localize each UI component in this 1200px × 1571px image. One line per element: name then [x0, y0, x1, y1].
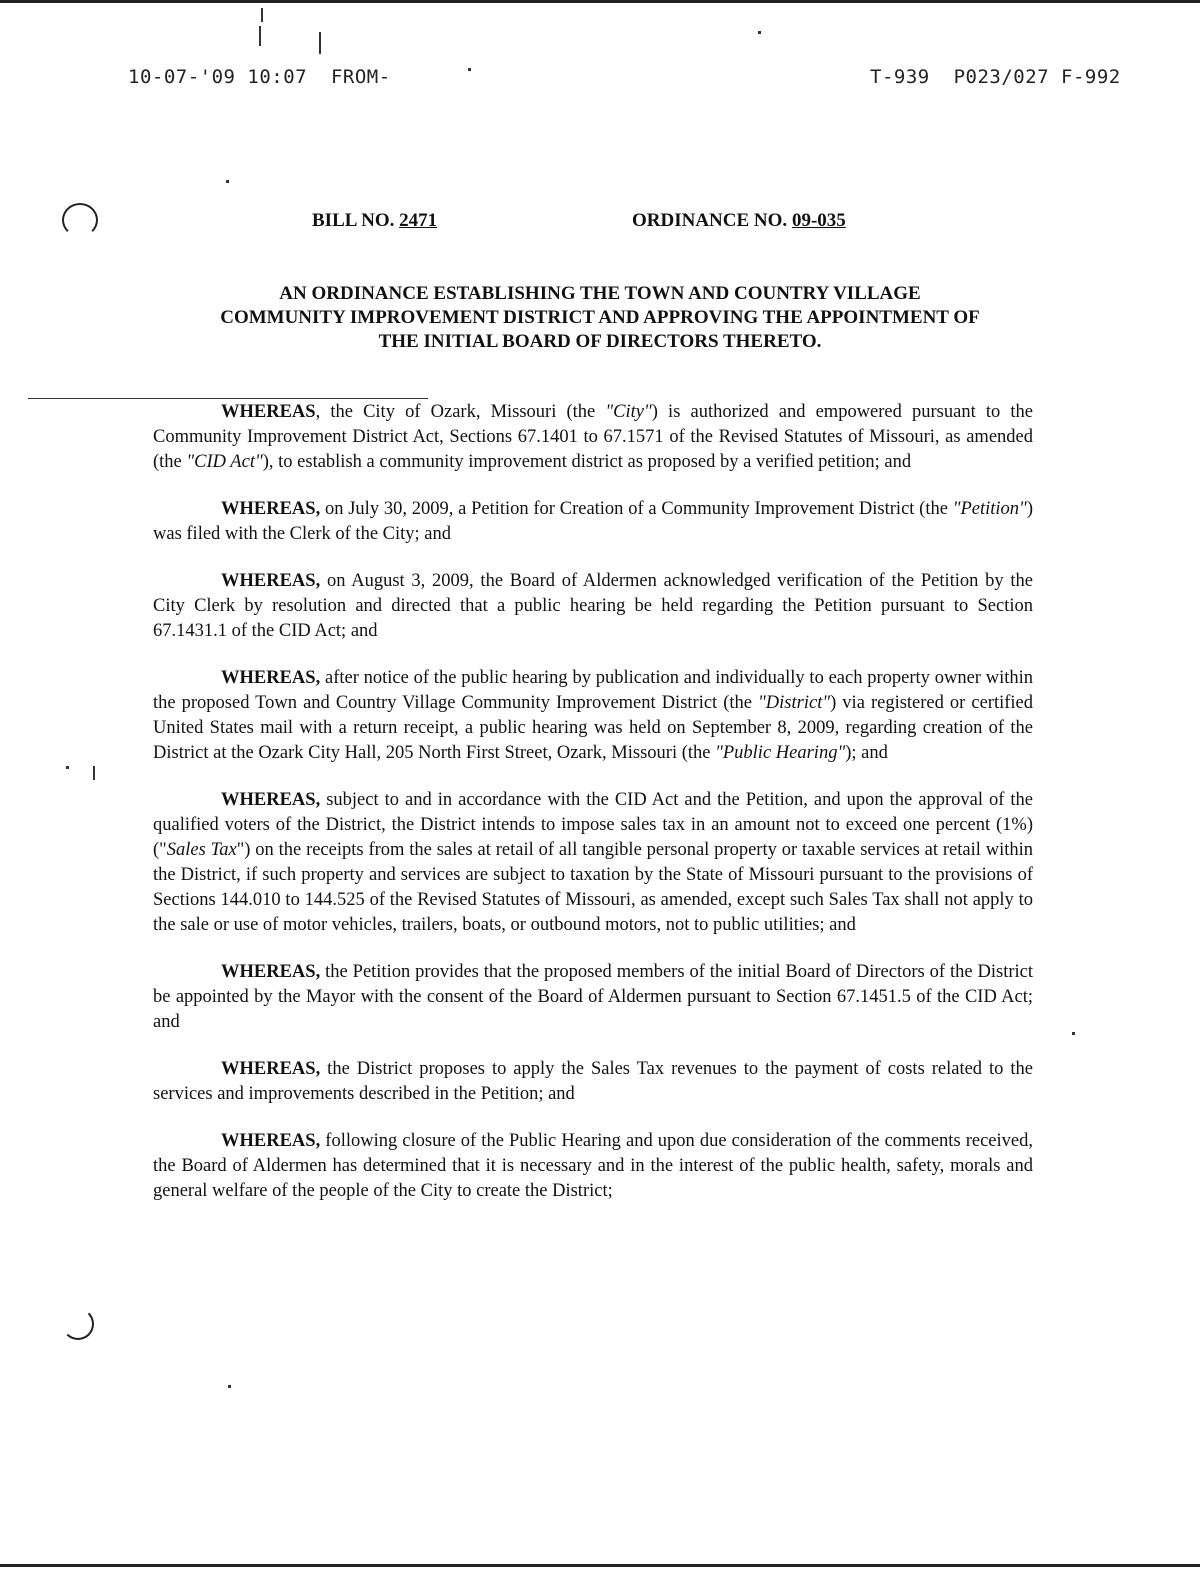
scan-mark	[228, 1385, 231, 1388]
scan-mark	[468, 68, 471, 71]
defined-term: "Petition"	[952, 499, 1027, 519]
bottom-border	[0, 1564, 1200, 1567]
whereas-keyword: WHEREAS,	[221, 1131, 321, 1151]
whereas-paragraph-6	[153, 960, 1033, 1035]
paragraph-text: following closure of the Public Hearing and upon due consideration of the comments received, the Board of Aldermen has determined that it is necessary and in the interest of the public health, safety, morals and general welfare of the people of the City to create the District;	[153, 1131, 1033, 1201]
defined-term: "District"	[758, 693, 831, 713]
paragraph-text: ") on the receipts from the sales at retail of all tangible personal property or taxable services at retail within the District, if such property and services are subject to taxation by the State of Missouri pursuant to the provisions of Sections 144.010 to 144.525 of the Revised Statutes of Missouri, as amended, except such Sales Tax shall not apply to the sale or use of motor vehicles, trailers, boats, or outbound motors, not to public utilities; and	[153, 840, 1034, 935]
defined-term: "City"	[605, 402, 652, 422]
bill-number-line	[312, 210, 437, 232]
scan-mark	[93, 766, 95, 780]
whereas-paragraph-1	[153, 400, 1033, 475]
paragraph-text: the District proposes to apply the Sales Tax revenues to the payment of costs related to the services and improvements described in the Petition; and	[153, 1059, 1033, 1104]
defined-term: "Public Hearing"	[715, 743, 846, 763]
paragraph-text: subject to and in accordance with the CID Act and the Petition, and upon the approval of the qualified voters of the District, the District intends to impose sales tax in an amount not to exceed one percent (1%) ("	[153, 790, 1033, 860]
scan-mark	[226, 180, 229, 183]
defined-term: Sales Tax	[166, 840, 237, 860]
paragraph-text: ) was filed with the Clerk of the City; and	[153, 499, 1033, 544]
scan-mark	[259, 26, 261, 46]
whereas-keyword: WHEREAS	[221, 402, 316, 422]
ordinance-title: AN ORDINANCE ESTABLISHING THE TOWN AND COUNTRY VILLAGE COMMUNITY IMPROVEMENT DISTRICT AND APPROVING THE APPOINTMENT OF THE INITIAL BOARD OF DIRECTORS THERETO.	[220, 283, 980, 352]
whereas-paragraph-7	[153, 1057, 1033, 1107]
paragraph-text: ) via registered or certified United States mail with a return receipt, a public hearing was held on September 8, 2009, regarding creation of the District at the Ozark City Hall, 205 North First Street, Ozark, Missouri (the	[153, 693, 1033, 763]
paragraph-text: , the City of Ozark, Missouri (the	[315, 402, 606, 422]
scan-mark	[261, 8, 263, 22]
whereas-paragraph-8	[153, 1129, 1033, 1204]
bill-label: BILL NO.	[312, 210, 395, 231]
whereas-paragraph-2	[153, 497, 1033, 547]
ordinance-number: 09-035	[791, 210, 846, 231]
punch-hole-bottom	[62, 1308, 94, 1340]
whereas-keyword: WHEREAS,	[221, 1059, 321, 1079]
whereas-keyword: WHEREAS,	[221, 571, 321, 591]
scan-mark	[1072, 1032, 1075, 1035]
title-rule	[28, 398, 428, 399]
whereas-keyword: WHEREAS,	[221, 790, 321, 810]
ordinance-body	[153, 400, 1033, 1226]
scan-mark	[319, 32, 321, 54]
paragraph-text: on July 30, 2009, a Petition for Creation of a Community Improvement District (the	[320, 499, 953, 519]
whereas-paragraph-5	[153, 788, 1033, 938]
whereas-keyword: WHEREAS,	[221, 668, 321, 688]
punch-hole-top	[62, 203, 98, 237]
fax-header-right: T-939 P023/027 F-992	[870, 66, 1121, 88]
paragraph-text: ), to establish a community improvement district as proposed by a verified petition; and	[262, 452, 912, 472]
whereas-paragraph-4	[153, 666, 1033, 766]
paragraph-text: the Petition provides that the proposed members of the initial Board of Directors of the District be appointed by the Mayor with the consent of the Board of Aldermen pursuant to Section 67.1451.5 of the CID Act; and	[153, 962, 1033, 1032]
ordinance-number-line	[632, 210, 846, 232]
paragraph-text: ) is authorized and empowered pursuant to the Community Improvement District Act, Sections 67.1401 to 67.1571 of the Revised Statutes of Missouri, as amended (the	[153, 402, 1033, 472]
bill-number: 2471	[399, 210, 438, 231]
scan-mark	[758, 31, 761, 34]
paragraph-text: on August 3, 2009, the Board of Aldermen acknowledged verification of the Petition by the City Clerk by resolution and directed that a public hearing be held regarding the Petition pursuant to Section 67.1431.1 of the CID Act; and	[153, 571, 1033, 641]
fax-header-left: 10-07-'09 10:07 FROM-	[128, 66, 391, 88]
scan-mark	[66, 766, 69, 769]
defined-term: "CID Act"	[186, 452, 263, 472]
whereas-keyword: WHEREAS,	[221, 499, 321, 519]
paragraph-text: after notice of the public hearing by publication and individually to each property owner within the proposed Town and Country Village Community Improvement District (the	[153, 668, 1033, 713]
ordinance-label: ORDINANCE NO.	[632, 210, 788, 231]
whereas-keyword: WHEREAS,	[221, 962, 321, 982]
top-border	[0, 0, 1200, 3]
paragraph-text: ); and	[845, 743, 888, 763]
whereas-paragraph-3	[153, 569, 1033, 644]
